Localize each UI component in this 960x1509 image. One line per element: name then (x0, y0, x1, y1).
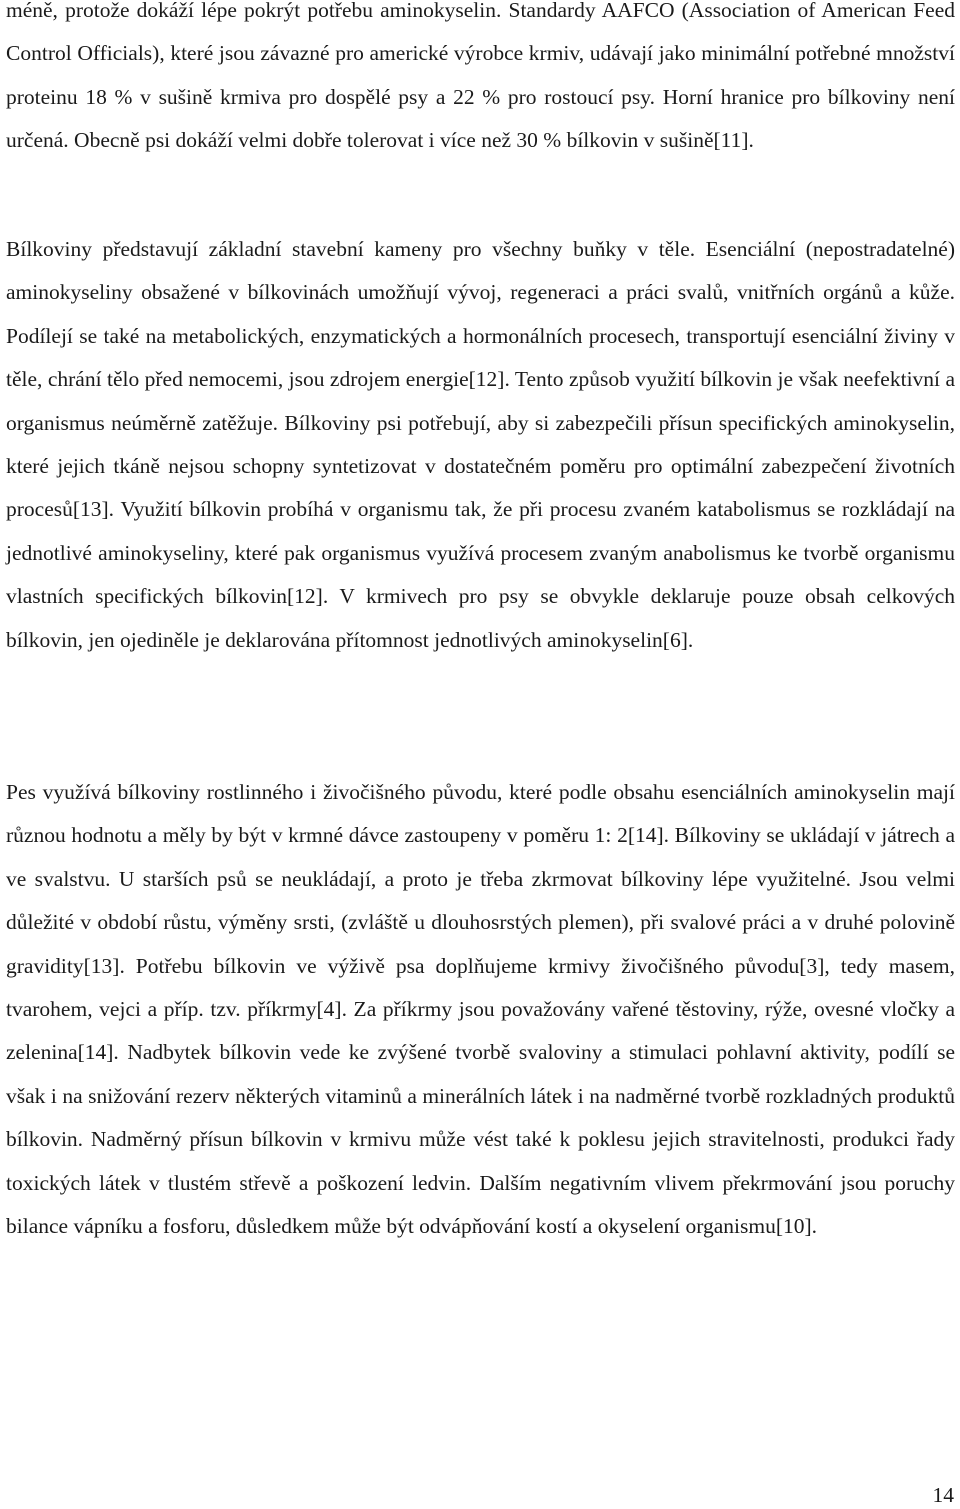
paragraph-protein-functions: Bílkoviny představují základní stavební kameny pro všechny buňky v těle. Esenciální (nepostradatelné) aminokyseliny obsažené v bílkovinách umožňují vývoj, regeneraci a práci svalů, vnitřních orgánů a kůže. Podílejí se také na metabolických, enzymatických a hormonálních procesech, transportují esenciální živiny v těle, chrání tělo před nemocemi, jsou zdrojem energie[12]. Tento způsob využití bílkovin je však neefektivní a organismus neúměrně zatěžuje. Bílkoviny psi potřebují, aby si zabezpečili přísun specifických aminokyselin, které jejich tkáně nejsou schopny syntetizovat v dostatečném poměru pro optimální zabezpečení životních procesů[13]. Využití bílkovin probíhá v organismu tak, že při procesu zvaném katabolismus se rozkládají na jednotlivé aminokyseliny, které pak organismus využívá procesem zvaným anabolismus ke tvorbě organismu vlastních specifických bílkovin[12]. V krmivech pro psy se obvykle deklaruje pouze obsah celkových bílkovin, jen ojediněle je deklarována přítomnost jednotlivých aminokyselin[6]. (6, 237, 955, 652)
paragraph-protein-sources: Pes využívá bílkoviny rostlinného i živočišného původu, které podle obsahu esenciálních aminokyselin mají různou hodnotu a měly by být v krmné dávce zastoupeny v poměru 1: 2[14]. Bílkoviny se ukládají v játrech a ve svalstvu. U starších psů se neukládají, a proto je třeba zkrmovat bílkoviny lépe využitelné. Jsou velmi důležité v období růstu, výměny srsti, (zvláště u dlouhosrstých plemen), při svalové práci a v druhé polovině gravidity[13]. Potřebu bílkovin ve výživě psa doplňujeme krmivy živočišného původu[3], tedy masem, tvarohem, vejci a příp. tzv. příkrmy[4]. Za příkrmy jsou považovány vařené těstoviny, rýže, ovesné vločky a zelenina[14]. Nadbytek bílkovin vede ke zvýšené tvorbě svaloviny a stimulaci pohlavní aktivity, podílí se však i na snižování rezerv některých vitaminů a minerálních látek i na nadměrné tvorbě rozkladných produktů bílkovin. Nadměrný přísun bílkovin v krmivu může vést také k poklesu jejich stravitelnosti, produkci řady toxických látek v tlustém střevě a poškození ledvin. Dalším negativním vlivem překrmování jsou poruchy bilance vápníku a fosforu, důsledkem může být odvápňování kostí a okyselení organismu[10]. (6, 780, 955, 1239)
paragraph-aafco-standards: méně, protože dokáží lépe pokrýt potřebu aminokyselin. Standardy AAFCO (Association of American Feed Control Officials), které jsou závazné pro americké výrobce krmiv, udávají jako minimální potřebné množství proteinu 18 % v sušině krmiva pro dospělé psy a 22 % pro rostoucí psy. Horní hranice pro bílkoviny není určená. Obecně psi dokáží velmi dobře tolerovat i více než 30 % bílkovin v sušině[11]. (6, 0, 955, 153)
page-number: 14 (932, 1483, 954, 1507)
